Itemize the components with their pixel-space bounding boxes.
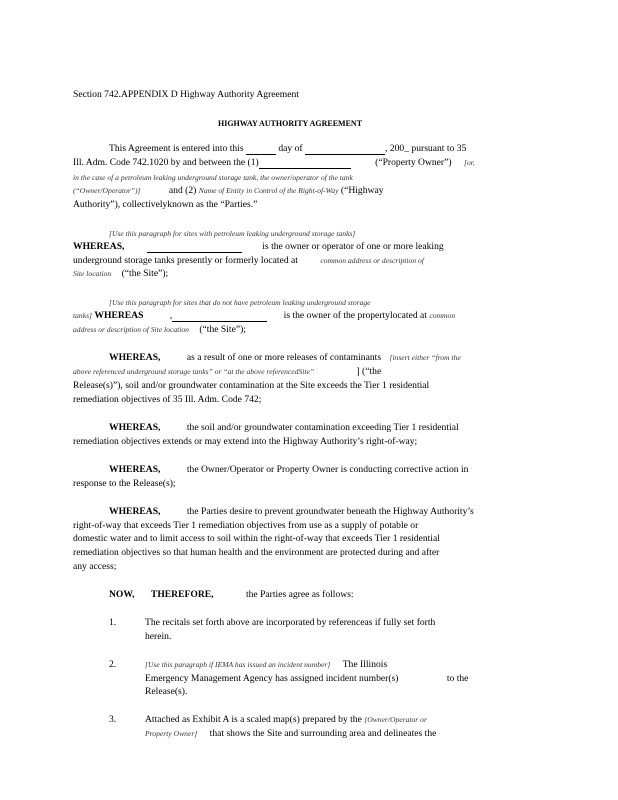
whereas-text: underground storage tanks presently or formerly located at — [73, 255, 298, 266]
intro-line-4 — [73, 185, 384, 197]
whereas-note: tanks] — [73, 311, 92, 320]
whereas3-line-3: Release(s)”), soil and/or groundwater contamination at the Site exceeds the Tier 1 residential — [73, 380, 430, 391]
whereas2-line-2: tanks] WHEREAS , is the owner of the propertylocated at common — [73, 310, 456, 321]
whereas1-note: [Use this paragraph for sites with petroleum leaking underground storage tanks] — [109, 229, 356, 238]
item-1-line-2: herein. — [145, 631, 172, 642]
item-text: The Illinois — [342, 659, 388, 670]
intro-text: (“Highway — [340, 185, 384, 196]
intro-text: (“Property Owner”) — [375, 157, 452, 168]
now-text: the Parties agree as follows: — [245, 589, 354, 600]
whereas-text: is the owner of the propertylocated at — [283, 310, 427, 321]
item-text: to the — [446, 673, 469, 684]
intro-note: Name of Entity in Control of the Right-of-Way — [198, 186, 339, 195]
month-blank[interactable] — [305, 144, 385, 155]
therefore-label: THEREFORE, — [150, 589, 214, 600]
item-2-line-3: Release(s). — [145, 686, 188, 697]
whereas4-line-1 — [109, 422, 459, 434]
item-text: Emergency Management Agency has assigned incident number(s) — [145, 673, 399, 684]
item-text: Attached as Exhibit A is a scaled map(s) prepared by the — [145, 714, 362, 725]
whereas1-line-3 — [73, 268, 168, 280]
item-note: [Use this paragraph if IEMA has issued an incident number] — [145, 660, 331, 669]
whereas-text: the soil and/or groundwater contamination exceeding Tier 1 residential — [186, 422, 459, 433]
item-1-line-1: The recitals set forth above are incorporated by referenceas if fully set forth — [145, 617, 436, 628]
property-owner-name-blank[interactable] — [172, 311, 267, 322]
day-blank[interactable] — [246, 144, 276, 155]
item-2-number: 2. — [109, 659, 117, 670]
document-title: HIGHWAY AUTHORITY AGREEMENT — [218, 119, 363, 128]
intro-text: , 200_ pursuant to 35 — [385, 143, 467, 154]
item-note: [Owner/Operator or — [364, 715, 427, 724]
now-label: NOW, — [109, 589, 135, 600]
whereas4-line-2: remediation objectives extends or may extend into the Highway Authority’s right-of-way; — [73, 436, 418, 447]
whereas6-line-1 — [109, 506, 474, 518]
item-2-line-1 — [145, 659, 387, 671]
whereas-text: as a result of one or more releases of contaminants — [186, 352, 382, 363]
whereas1-line-1 — [73, 241, 444, 253]
whereas3-line-2 — [73, 366, 381, 378]
whereas-text: the Parties desire to prevent groundwater beneath the Highway Authority’s — [186, 506, 474, 517]
item-text: that shows the Site and surrounding area and delineates the — [209, 728, 437, 739]
whereas-note: address or description of Site location — [73, 325, 189, 334]
intro-text: Ill. Adm. Code 742.1020 by and between the (1) — [73, 157, 259, 168]
whereas-note: common — [429, 311, 456, 320]
item-2-line-2 — [145, 673, 468, 685]
whereas-label: WHEREAS, — [109, 464, 161, 475]
whereas-note: Site location — [73, 269, 112, 278]
intro-line-2 — [73, 157, 475, 169]
item-note: Property Owner] — [145, 729, 198, 738]
now-therefore-line — [109, 589, 354, 601]
intro-line-1 — [109, 143, 466, 155]
whereas6-line-4: remediation objectives so that human health and the environment are protected during and after — [73, 547, 440, 558]
whereas1-line-2 — [73, 255, 424, 267]
intro-line-5: Authority”), collectivelyknown as the “Parties.” — [73, 199, 258, 210]
intro-note: [or, — [463, 158, 475, 167]
whereas6-line-5: any access; — [73, 561, 117, 572]
intro-text: day of — [278, 143, 303, 154]
whereas-note: above referenced underground storage tanks” or “at the above referencedSite” — [73, 367, 315, 376]
whereas-text: the Owner/Operator or Property Owner is conducting corrective action in — [186, 464, 469, 475]
whereas-note: [insert either “from the — [389, 353, 461, 362]
item-3-number: 3. — [109, 714, 117, 725]
whereas-label: WHEREAS, — [109, 506, 161, 517]
whereas-label: WHEREAS, — [109, 422, 161, 433]
intro-text: and (2) — [168, 185, 197, 196]
whereas5-line-2: response to the Release(s); — [73, 478, 176, 489]
whereas-text: (“the Site”); — [121, 268, 169, 279]
item-3-line-2 — [145, 728, 436, 740]
item-1-number: 1. — [109, 617, 117, 628]
whereas6-line-2: right-of-way that exceeds Tier 1 remediation objectives from use as a supply of potable or — [73, 520, 419, 531]
whereas2-note: [Use this paragraph for sites that do not have petroleum leaking underground storage — [109, 298, 371, 307]
whereas3-line-4: remediation objectives of 35 Ill. Adm. Code 742; — [73, 394, 262, 405]
intro-note: (“Owner/Operator”)] — [73, 186, 141, 195]
whereas-label: WHEREAS, — [73, 241, 125, 252]
whereas-label: WHEREAS, — [109, 352, 161, 363]
whereas-text: ] (“the — [356, 366, 382, 377]
whereas3-line-1 — [109, 352, 461, 364]
whereas-text: (“the Site”); — [199, 324, 246, 335]
intro-text: This Agreement is entered into this — [109, 143, 244, 154]
whereas6-line-3: domestic water and to limit access to soil within the right-of-way that exceeds Tier 1 residential — [73, 533, 440, 544]
whereas-text: is the owner or operator of one or more leaking — [262, 241, 444, 252]
property-owner-blank[interactable] — [259, 158, 351, 169]
whereas-label: WHEREAS — [94, 310, 144, 321]
section-heading: Section 742.APPENDIX D Highway Authority Agreement — [73, 89, 299, 100]
intro-line-3: in the case of a petroleum leaking underground storage tank, the owner/operator of the tank — [73, 173, 353, 182]
whereas5-line-1 — [109, 464, 468, 476]
owner-operator-blank[interactable] — [147, 242, 242, 253]
whereas2-line-3 — [73, 324, 246, 336]
item-3-line-1 — [145, 714, 427, 726]
whereas-note: common address or description of — [320, 256, 424, 265]
